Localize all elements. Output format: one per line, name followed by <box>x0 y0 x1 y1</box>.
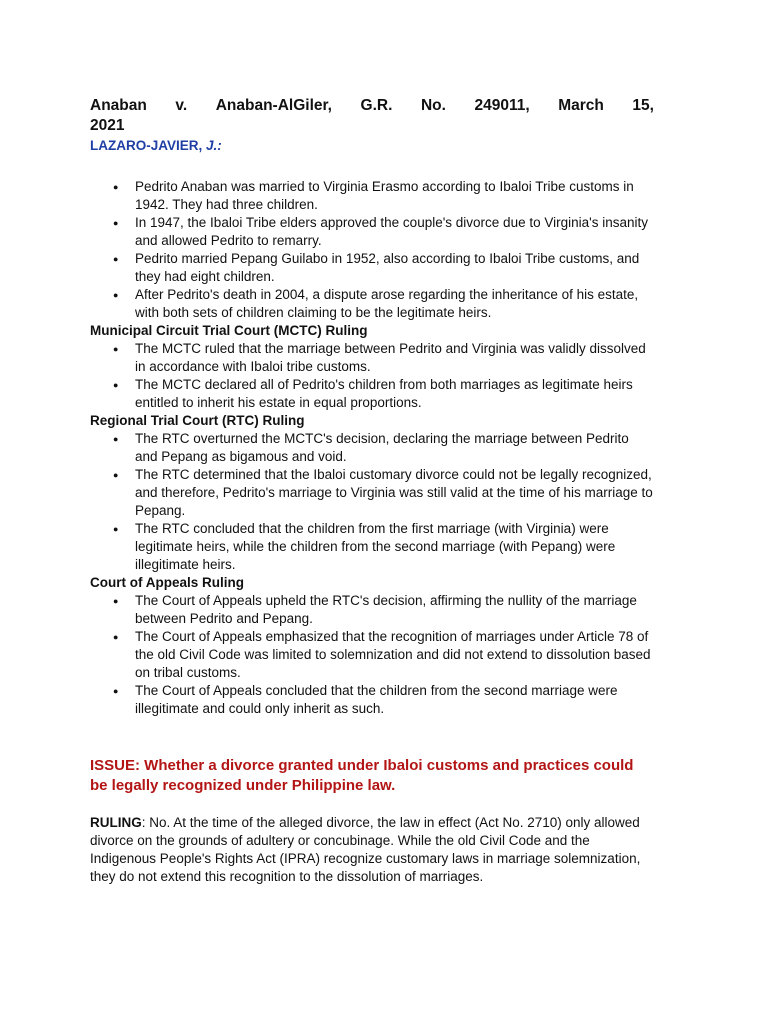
ponente-suffix: J.: <box>206 138 222 153</box>
document-page <box>90 96 654 886</box>
case-title-line1 <box>90 96 654 116</box>
spacer <box>90 718 654 756</box>
ca-item: ● The Court of Appeals concluded that the children from the second marriage were illegitimate and could only inherit as such. <box>90 682 654 718</box>
ca-list <box>90 592 654 718</box>
mctc-item: ● The MCTC declared all of Pedrito's children from both marriages as legitimate heirs entitled to inherit his estate in equal proportions. <box>90 376 654 412</box>
facts-list <box>90 178 654 322</box>
ruling-label: RULING <box>90 815 142 830</box>
ponente-name: LAZARO-JAVIER, <box>90 138 207 153</box>
case-title-word: March <box>558 97 604 114</box>
ponente <box>90 137 654 155</box>
spacer <box>90 155 654 178</box>
fact-item: ● In 1947, the Ibaloi Tribe elders approved the couple's divorce due to Virginia's insanity and allowed Pedrito to remarry. <box>90 214 654 250</box>
rtc-heading: Regional Trial Court (RTC) Ruling <box>90 413 305 428</box>
ca-item: ● The Court of Appeals upheld the RTC's decision, affirming the nullity of the marriage between Pedrito and Pepang. <box>90 592 654 628</box>
case-title-word: No. <box>420 97 446 114</box>
fact-item: ● Pedrito married Pepang Guilabo in 1952, also according to Ibaloi Tribe customs, and they had eight children. <box>90 250 654 286</box>
mctc-heading: Municipal Circuit Trial Court (MCTC) Ruling <box>90 323 368 338</box>
rtc-list <box>90 430 654 574</box>
ruling-paragraph <box>90 814 654 886</box>
mctc-list <box>90 340 654 412</box>
fact-item: ● Pedrito Anaban was married to Virginia Erasmo according to Ibaloi Tribe customs in 1942. They had three children. <box>90 178 654 214</box>
ca-item: ● The Court of Appeals emphasized that the recognition of marriages under Article 78 of the old Civil Code was limited to solemnization and did not extend to dissolution based on tribal customs. <box>90 628 654 682</box>
rtc-item: ● The RTC determined that the Ibaloi customary divorce could not be legally recognized, and therefore, Pedrito's marriage to Virginia was still valid at the time of his marriage to Pepang. <box>90 466 654 520</box>
rtc-item: ● The RTC overturned the MCTC's decision, declaring the marriage between Pedrito and Pepang as bigamous and void. <box>90 430 654 466</box>
case-title-word: v. <box>175 97 188 114</box>
case-title-word: 15, <box>632 97 654 114</box>
spacer <box>90 796 654 814</box>
ca-heading: Court of Appeals Ruling <box>90 575 244 590</box>
issue-statement: ISSUE: Whether a divorce granted under Ibaloi customs and practices could be legally recognized under Philippine law. <box>90 757 634 794</box>
ruling-text: : No. At the time of the alleged divorce, the law in effect (Act No. 2710) only allowed divorce on the grounds of adultery or concubinage. While the old Civil Code and the Indigenous People's Rights Act (IPRA) recognize customary laws in marriage solemnization, they do not extend this recognition to the dissolution of marriages. <box>90 815 641 884</box>
mctc-item: ● The MCTC ruled that the marriage between Pedrito and Virginia was validly dissolved in accordance with Ibaloi tribe customs. <box>90 340 654 376</box>
case-title-line2: 2021 <box>90 117 125 134</box>
case-title-word: G.R. <box>360 97 393 114</box>
rtc-item: ● The RTC concluded that the children from the first marriage (with Virginia) were legitimate heirs, while the children from the second marriage (with Pepang) were illegitimate heirs. <box>90 520 654 574</box>
case-title-word: Anaban <box>90 97 147 114</box>
case-title <box>90 96 654 136</box>
case-title-word: 249011, <box>474 97 530 114</box>
case-title-word: Anaban-AlGiler, <box>215 97 332 114</box>
fact-item: ● After Pedrito's death in 2004, a dispute arose regarding the inheritance of his estate, with both sets of children claiming to be the legitimate heirs. <box>90 286 654 322</box>
